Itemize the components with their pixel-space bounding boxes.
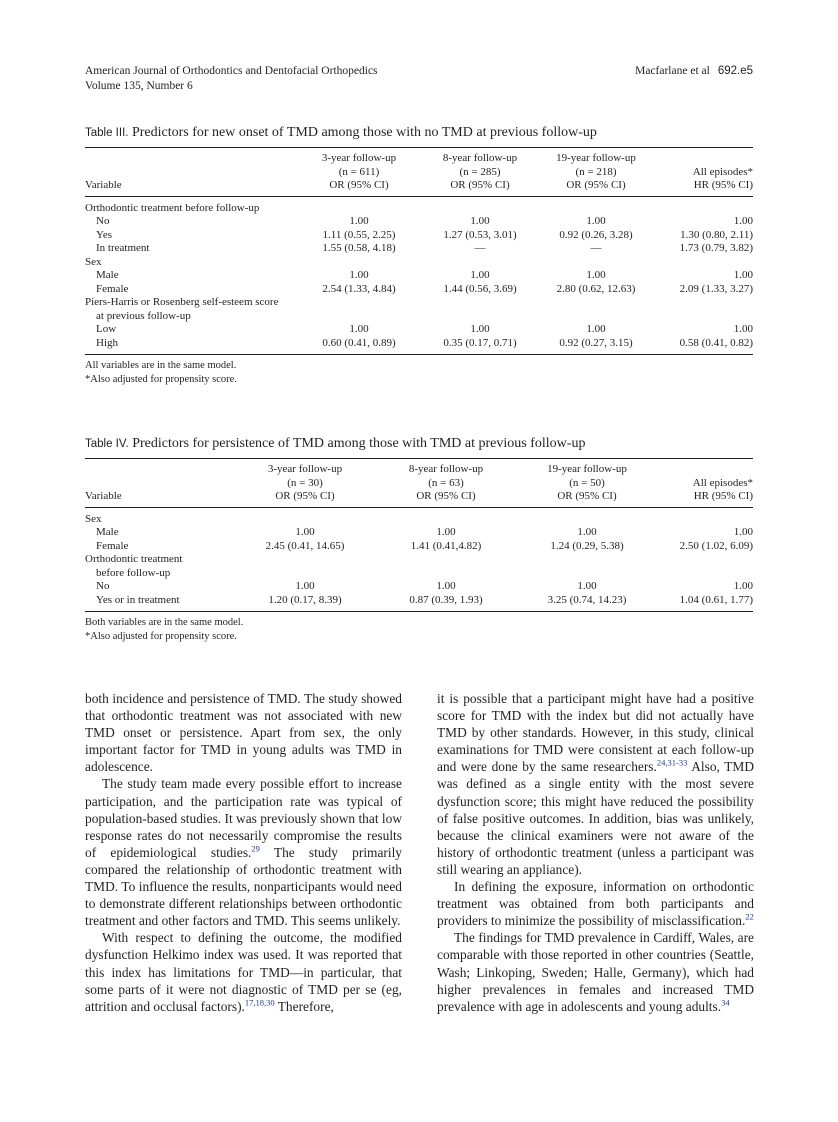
t4-col4-line1: All episodes* [692,476,753,489]
table-cell [375,507,517,526]
table-cell: 1.00 [733,269,753,281]
running-header-right [635,64,753,79]
t4-col1-line2: (n = 30) [287,476,323,489]
t3-col2-line2: (n = 285) [459,165,501,178]
table-cell: 1.00 [586,215,606,227]
table-4-note: *Also adjusted for propensity score. [85,631,237,642]
paragraph-text: The study team made every possible effort to increase participation, and the participation rate was typical of population-based studies. It was previously shown that low response rates do not necessarily compromise the results of epidemiological studies. [85,776,402,860]
table-row [85,215,753,229]
row-label: Low [96,323,117,335]
t4-col3-line1: 19-year follow-up [517,459,657,477]
table-cell: — [474,242,486,254]
table-row [85,507,753,526]
t3-col4-line2: HR (95% CI) [655,179,753,196]
table-cell: 1.00 [436,580,456,592]
row-label: Orthodontic treatment before follow-up [85,201,260,214]
body-paragraph [85,690,402,775]
row-label: Sex [85,512,102,525]
table-row [85,337,753,355]
row-label: No [96,215,110,227]
table-cell: 1.30 (0.80, 2.11) [680,228,753,241]
table-cell: 1.00 [733,526,753,538]
table-3 [85,124,753,387]
table-cell: 1.00 [733,215,753,227]
table-3-label: Table III. [85,127,129,139]
table-4-title: Predictors for persistence of TMD among those with TMD at previous follow-up [132,436,586,451]
table-row [85,196,753,215]
t4-col4-line2: HR (95% CI) [657,490,753,507]
citation-link[interactable]: 34 [721,997,730,1008]
table-cell: 1.00 [577,526,597,538]
table-cell [423,296,537,310]
t4-col2-line3: OR (95% CI) [375,490,517,507]
row-label: High [85,337,295,355]
table-cell: 2.09 (1.33, 3.27) [679,282,753,295]
table-4-body [85,507,753,612]
t3-col3-line1: 19-year follow-up [537,148,655,166]
table-row [85,594,753,612]
table-cell: 1.24 (0.29, 5.38) [550,539,624,552]
journal-name: American Journal of Orthodontics and Dentofacial Orthopedics [85,65,378,77]
table-cell: 1.00 [349,215,369,227]
table-cell [657,553,753,567]
t4-col2-line1: 8-year follow-up [375,459,517,477]
table-cell [657,507,753,526]
paragraph-text: The findings for TMD prevalence in Cardiff, Wales, are comparable with those reported in other countries (Seattle, Wash; Linkoping, Sweden; Halle, Germany), which had higher prevalences in females and increased TMD prevalence with age in adolescents and young adults. [437,930,754,1014]
table-3-grid [85,147,753,355]
table-row [85,553,753,567]
table-cell [655,256,753,270]
body-paragraph [437,878,754,929]
t4-col3-line3: OR (95% CI) [517,490,657,507]
table-cell [295,196,423,215]
row-label: Yes or in treatment [85,594,235,612]
row-label: Yes [96,228,113,241]
table-4-notes [85,616,753,644]
table-cell: 0.92 (0.26, 3.28) [559,228,633,241]
table-cell: 1.11 (0.55, 2.25) [322,228,396,241]
table-cell: 1.04 (0.61, 1.77) [657,594,753,612]
table-cell: — [590,242,602,254]
citation-link[interactable]: 17,18,30 [244,997,275,1008]
table-row [85,269,753,283]
table-cell [423,196,537,215]
author-names: Macfarlane et al [635,65,710,77]
table-3-body [85,196,753,355]
table-row [85,296,753,310]
table-row [85,283,753,297]
table-cell [655,296,753,310]
table-cell [655,310,753,324]
table-cell [235,553,375,567]
table-4-grid [85,458,753,612]
paragraph-text: Also, TMD was defined as a single entity with the most severe dysfunction score; this might have reduced the possibility of false positive outcomes. In addition, bias was unlikely, because the clinical examiners were not aware of the history of orthodontic treatment (unless a participant was still wearing an appliance). [437,759,754,877]
journal-volume: Volume 135, Number 6 [85,80,193,92]
row-label: Male [96,526,119,538]
table-row [85,229,753,243]
row-label: Sex [85,255,102,268]
table-cell: 1.00 [436,526,456,538]
t4-col3-line2: (n = 50) [569,476,605,489]
paragraph-text: it is possible that a participant might have had a positive score for TMD with the index but did not actually have TMD by other standards. However, in this study, clinical examinations for TMD were consistent at each follow-up and were done by the same researchers. [437,691,754,775]
table-cell: 1.00 [586,269,606,281]
table-cell: 0.60 (0.41, 0.89) [295,337,423,355]
table-cell: 0.35 (0.17, 0.71) [423,337,537,355]
paragraph-text: both incidence and persistence of TMD. The study showed that orthodontic treatment was not associated with new TMD onset or persistence. Apart from sex, the only important factor for TMD in young adults was TMD in adolescence. [85,691,402,775]
table-cell: 1.00 [349,269,369,281]
body-paragraph [85,929,402,1014]
table-cell: 1.27 (0.53, 3.01) [443,228,517,241]
table-3-note: All variables are in the same model. [85,360,237,371]
table-4-label: Table IV. [85,438,129,450]
table-cell [537,256,655,270]
table-cell: 0.87 (0.39, 1.93) [375,594,517,612]
table-3-note: *Also adjusted for propensity score. [85,374,237,385]
row-label: at previous follow-up [96,309,191,322]
running-header-left [85,64,378,94]
table-row [85,540,753,554]
table-row [85,526,753,540]
table-cell: 2.80 (0.62, 12.63) [556,282,636,295]
table-cell: 0.92 (0.27, 3.15) [537,337,655,355]
table-row [85,580,753,594]
t4-col2-line2: (n = 63) [428,476,464,489]
body-paragraph [437,690,754,878]
t4-col1-line3: OR (95% CI) [235,490,375,507]
table-cell [657,567,753,581]
table-cell [655,196,753,215]
table-cell: 1.00 [470,269,490,281]
table-row [85,310,753,324]
row-label: Female [96,539,129,552]
body-column-left [85,690,402,1015]
table-cell: 2.45 (0.41, 14.65) [265,539,345,552]
table-cell [295,296,423,310]
citation-link[interactable]: 29 [251,843,260,854]
table-cell [375,553,517,567]
t3-col3-line2: (n = 218) [575,165,617,178]
table-cell [423,256,537,270]
table-cell [295,310,423,324]
table-cell [537,196,655,215]
table-cell: 1.00 [295,526,315,538]
table-cell [235,567,375,581]
table-cell: 1.73 (0.79, 3.82) [679,242,753,254]
body-column-right [437,690,754,1015]
table-cell: 1.00 [733,580,753,592]
table-cell [537,310,655,324]
t4-variable-header: Variable [85,490,235,507]
t3-col1-line1: 3-year follow-up [295,148,423,166]
t3-col3-line3: OR (95% CI) [537,179,655,196]
citation-link[interactable]: 22 [745,911,754,922]
table-cell [375,567,517,581]
t4-col1-line1: 3-year follow-up [235,459,375,477]
table-cell: 0.58 (0.41, 0.82) [655,337,753,355]
row-label: No [96,580,110,592]
paragraph-text: With respect to defining the outcome, the modified dysfunction Helkimo index was used. It was reported that this index has limitations for TMD—in particular, that some parts of it were not diagnostic of TMD per se (eg, attrition and occlusal factors). [85,930,402,1014]
table-cell: 1.00 [586,323,606,335]
table-cell [517,507,657,526]
table-cell: 1.00 [295,580,315,592]
table-cell: 2.50 (1.02, 6.09) [679,539,753,552]
table-cell [517,553,657,567]
citation-link[interactable]: 24,31-33 [656,757,688,768]
table-row [85,567,753,581]
table-cell: 1.41 (0.41,4.82) [410,539,482,552]
table-cell: 1.20 (0.17, 8.39) [235,594,375,612]
table-4-caption [85,435,753,453]
table-cell: 1.00 [470,215,490,227]
row-label: Orthodontic treatment [85,553,183,565]
table-row [85,256,753,270]
table-4 [85,435,753,644]
table-cell: 2.54 (1.33, 4.84) [322,282,396,295]
row-label: In treatment [96,242,150,254]
t3-col1-line2: (n = 611) [338,165,380,178]
table-cell [517,567,657,581]
body-paragraph [437,929,754,1014]
row-label: Piers-Harris or Rosenberg self-esteem score [85,296,279,308]
paragraph-text: In defining the exposure, information on orthodontic treatment was obtained from both participants and providers to minimize the possibility of misclassification. [437,879,754,929]
t3-col4-line1: All episodes* [692,165,753,178]
t3-col1-line3: OR (95% CI) [295,179,423,196]
table-cell: 1.44 (0.56, 3.69) [443,282,517,295]
table-3-title: Predictors for new onset of TMD among those with no TMD at previous follow-up [131,125,597,140]
table-cell: 3.25 (0.74, 14.23) [517,594,657,612]
table-cell: 1.00 [577,580,597,592]
table-row [85,323,753,337]
table-cell: 1.55 (0.58, 4.18) [322,242,396,254]
t3-variable-header: Variable [85,179,295,196]
paragraph-text: Therefore, [274,998,334,1014]
t3-col2-line1: 8-year follow-up [423,148,537,166]
table-cell: 1.00 [470,323,490,335]
row-label: Male [96,269,119,281]
table-row [85,242,753,256]
page-number: 692.e5 [717,65,753,77]
paragraph-text: The study primarily compared the relationship of orthodontic treatment with TMD. To influence the results, nonparticipants would need to demonstrate different relationships between orthodontic treatment and other factors and TMD. This seems unlikely. [85,844,402,929]
table-4-note: Both variables are in the same model. [85,617,244,628]
table-cell [235,507,375,526]
table-cell: 1.00 [349,323,369,335]
t3-col2-line3: OR (95% CI) [423,179,537,196]
table-3-caption [85,124,753,142]
table-cell [537,296,655,310]
table-3-notes [85,359,753,387]
body-paragraph [85,775,402,929]
table-cell: 1.00 [733,323,753,335]
table-cell [423,310,537,324]
row-label: Female [96,282,129,295]
row-label: before follow-up [96,566,171,579]
table-cell [295,256,423,270]
